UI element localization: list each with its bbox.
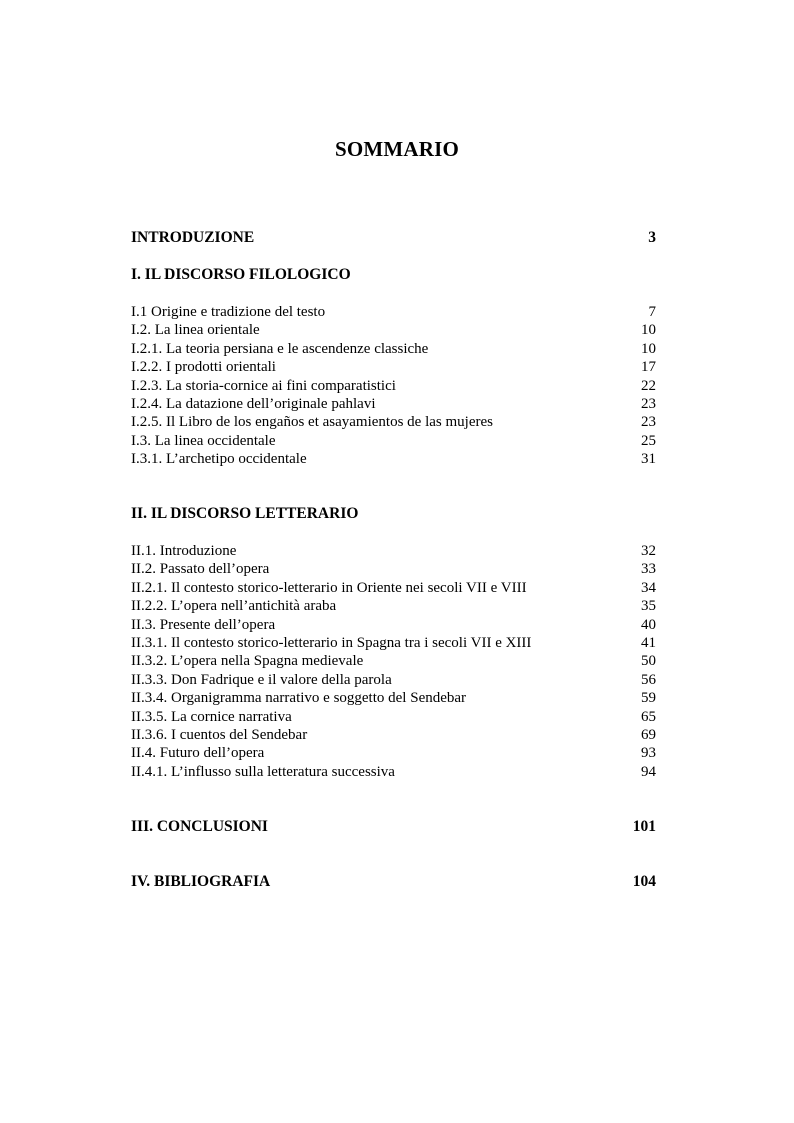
toc-entry — [131, 450, 656, 468]
toc-entry-label: I.2.1. La teoria persiana e le ascendenze classiche — [131, 340, 429, 357]
toc-entry-page: 101 — [632, 818, 656, 835]
toc-entry-label: II.3.5. La cornice narrativa — [131, 708, 292, 725]
toc-entry-page: 40 — [641, 616, 656, 633]
toc-entry — [131, 432, 656, 450]
toc-entry-page: 94 — [641, 763, 656, 780]
toc-entry-page: 3 — [648, 229, 656, 246]
toc-introduzione — [131, 229, 656, 247]
toc-entry-page: 7 — [648, 304, 656, 320]
toc-entry — [131, 763, 656, 781]
toc-entry — [131, 634, 656, 652]
toc-entry-label: III. CONCLUSIONI — [131, 818, 268, 835]
toc-entry — [131, 689, 656, 707]
toc-entry-page: 93 — [641, 745, 656, 762]
toc-entry — [131, 395, 656, 413]
toc-entry-label: II.3.1. Il contesto storico-letterario in Spagna tra i secoli VII e XIII — [131, 634, 532, 651]
toc-entry-label: INTRODUZIONE — [131, 229, 255, 246]
toc-part1-heading-block — [131, 266, 656, 284]
toc-entry-page: 35 — [641, 598, 656, 615]
toc-entry-page: 32 — [641, 543, 656, 559]
toc-entry-page: 56 — [641, 671, 656, 688]
page-title: SOMMARIO — [334, 137, 460, 161]
toc-entry-label: II.4.1. L’influsso sulla letteratura successiva — [131, 763, 395, 780]
toc-entry-page: 10 — [641, 322, 656, 339]
toc-entry — [131, 413, 656, 431]
toc-entry — [131, 616, 656, 634]
toc-entry-page: 50 — [641, 653, 656, 670]
toc-entry — [131, 726, 656, 744]
toc-conclusioni — [131, 818, 656, 836]
toc-entry-page: 33 — [641, 561, 656, 578]
toc-entry-label: II.3. Presente dell’opera — [131, 616, 276, 633]
toc-entry-label: I.3.1. L’archetipo occidentale — [131, 451, 307, 468]
toc-entry — [131, 818, 656, 836]
toc-entry-label: II.1. Introduzione — [131, 543, 237, 559]
toc-entry-page: 59 — [641, 690, 656, 707]
toc-entry-page: 41 — [641, 634, 656, 651]
toc-entry — [131, 340, 656, 358]
toc-part2-list — [131, 542, 656, 781]
toc-entry-label: II.2. Passato dell’opera — [131, 561, 270, 578]
toc-entry-label: II.2.2. L’opera nell’antichità araba — [131, 598, 337, 615]
toc-entry — [131, 321, 656, 339]
section-heading-part1: I. IL DISCORSO FILOLOGICO — [131, 266, 351, 283]
toc-entry-label: II.3.4. Organigramma narrativo e soggetto del Sendebar — [131, 690, 467, 707]
toc-entry-label: I.1 Origine e tradizione del testo — [131, 304, 326, 320]
toc-entry-page: 17 — [641, 359, 656, 376]
toc-entry-label: II.3.6. I cuentos del Sendebar — [131, 726, 308, 743]
toc-part1-list — [131, 303, 656, 469]
toc-entry-label: II.3.3. Don Fadrique e il valore della parola — [131, 671, 392, 688]
toc-entry-label: II.2.1. Il contesto storico-letterario in Oriente nei secoli VII e VIII — [131, 579, 527, 596]
toc-entry — [131, 303, 656, 321]
toc-entry-page: 10 — [641, 340, 656, 357]
toc-entry-label: I.2. La linea orientale — [131, 322, 260, 339]
toc-entry — [131, 560, 656, 578]
toc-entry-label: I.2.4. La datazione dell’originale pahlavi — [131, 395, 376, 412]
toc-entry-page: 104 — [632, 873, 656, 890]
toc-entry — [131, 229, 656, 247]
toc-entry-label: IV. BIBLIOGRAFIA — [131, 873, 271, 890]
toc-entry-label: I.3. La linea occidentale — [131, 432, 276, 449]
toc-entry — [131, 597, 656, 615]
toc-entry — [131, 873, 656, 891]
toc-entry-page: 34 — [641, 579, 656, 596]
toc-entry — [131, 358, 656, 376]
toc-entry-page: 65 — [641, 708, 656, 725]
toc-bibliografia — [131, 873, 656, 891]
toc-entry-page: 22 — [641, 377, 656, 394]
toc-entry — [131, 744, 656, 762]
toc-entry — [131, 652, 656, 670]
toc-entry-page: 31 — [641, 451, 656, 468]
toc-entry-page: 25 — [641, 432, 656, 449]
toc-entry-page: 23 — [641, 414, 656, 431]
toc-entry-label: I.2.3. La storia-cornice ai fini comparatistici — [131, 377, 396, 394]
toc-part2-heading-block — [131, 505, 656, 523]
toc-entry — [131, 708, 656, 726]
toc-entry-label: II.3.2. L’opera nella Spagna medievale — [131, 653, 364, 670]
toc-entry — [131, 579, 656, 597]
toc-entry-label: I.2.2. I prodotti orientali — [131, 359, 276, 376]
section-heading-part2: II. IL DISCORSO LETTERARIO — [131, 505, 359, 522]
toc-entry — [131, 542, 656, 560]
toc-entry-label: II.4. Futuro dell’opera — [131, 745, 265, 762]
toc-entry-page: 69 — [641, 726, 656, 743]
toc-entry — [131, 671, 656, 689]
toc-entry-label: I.2.5. Il Libro de los engaños et asayamientos de las mujeres — [131, 414, 493, 431]
toc-entry — [131, 377, 656, 395]
toc-entry-page: 23 — [641, 395, 656, 412]
